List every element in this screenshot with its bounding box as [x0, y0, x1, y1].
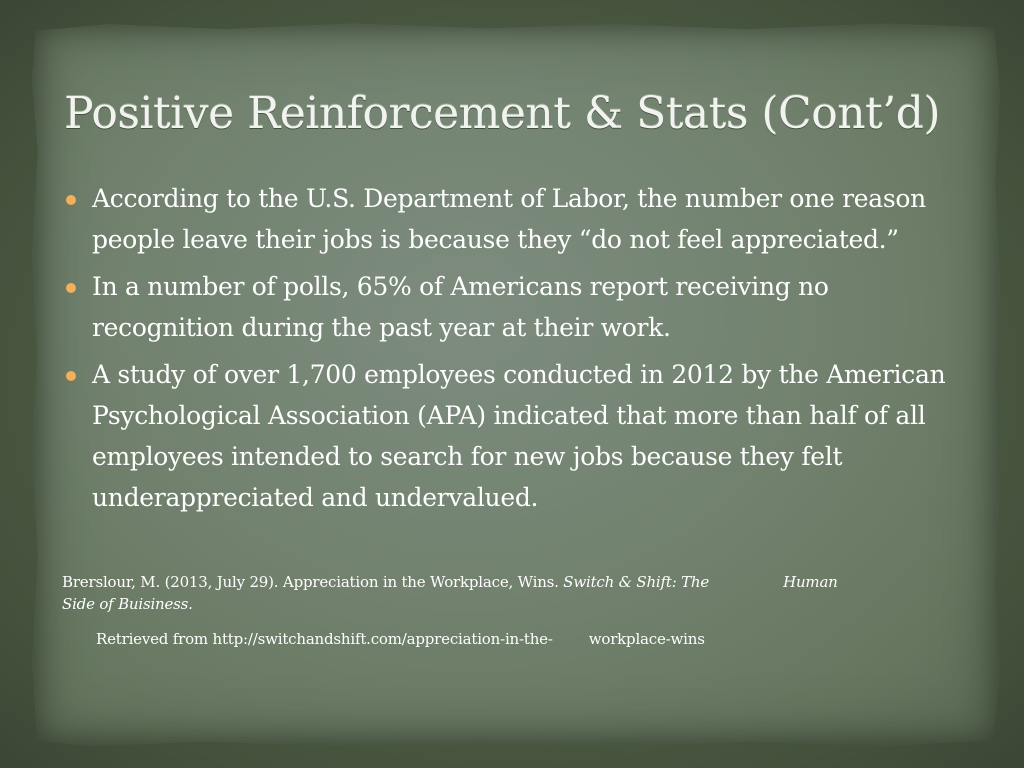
citation-line-2	[62, 593, 962, 615]
retrieved-text: Retrieved from http://switchandshift.com/appreciation-in-the-	[96, 630, 553, 648]
bullet-item	[62, 354, 962, 518]
citation-journal-end: Side of Buisiness.	[62, 595, 193, 613]
bullet-text: According to the U.S. Department of Labor, the number one reason people leave their jobs is because they “do not feel appreciated.”	[92, 184, 926, 254]
bullet-text: A study of over 1,700 employees conducted in 2012 by the American Psychological Association (APA) indicated that more than half of all employees intended to search for new jobs because they felt underappreciated and undervalued.	[92, 360, 946, 512]
citation	[62, 571, 962, 615]
retrieved-url-end: workplace-wins	[588, 630, 705, 648]
bullet-dot-icon	[66, 283, 76, 293]
slide-title: Positive Reinforcement & Stats (Cont’d)	[64, 88, 941, 139]
bullet-item	[62, 178, 962, 260]
bullet-text: In a number of polls, 65% of Americans report receiving no recognition during the past year at their work.	[92, 272, 829, 342]
citation-author: Brerslour, M. (2013, July 29). Appreciation in the Workplace, Wins.	[62, 573, 564, 591]
citation-journal-cont: Human	[783, 573, 838, 591]
citation-retrieved	[96, 628, 976, 650]
bullet-dot-icon	[66, 371, 76, 381]
bullet-dot-icon	[66, 195, 76, 205]
bullet-item	[62, 266, 962, 348]
bullet-list	[62, 178, 962, 524]
citation-journal: Switch & Shift: The	[563, 573, 710, 591]
